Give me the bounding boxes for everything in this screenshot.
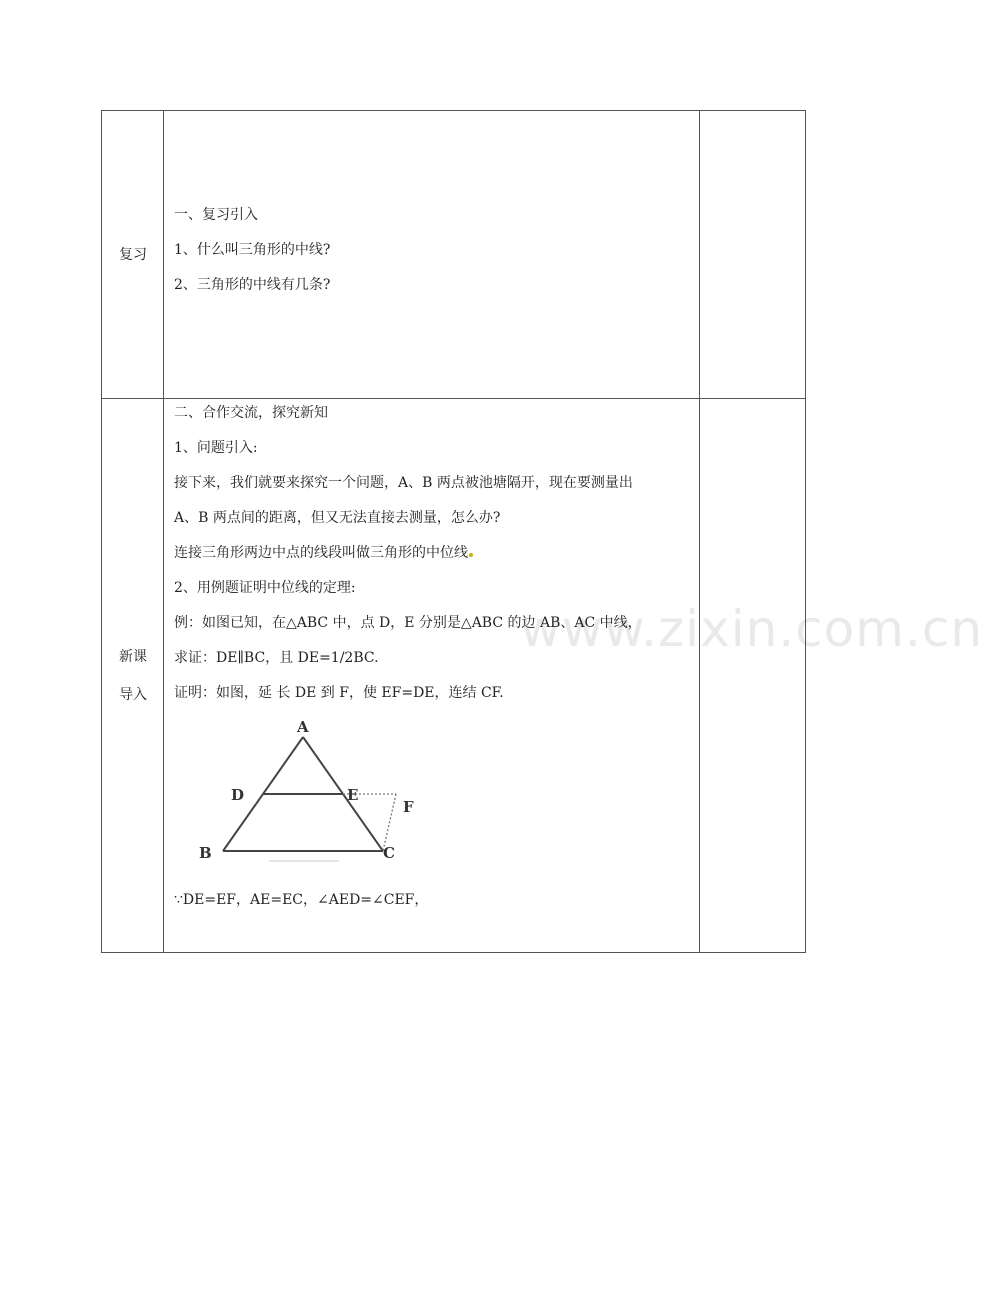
content-cell [164, 111, 700, 398]
subheading: 2、用例题证明中位线的定理: [174, 580, 356, 596]
subheading: 1、问题引入: [174, 440, 258, 456]
row-label-line: 导入 [119, 687, 147, 703]
label-e: E [347, 786, 359, 804]
label-f: F [403, 798, 414, 816]
row-label-line: 新课 [119, 649, 147, 665]
table-row-new-lesson [101, 398, 806, 953]
definition-text: 连接三角形两边中点的线段叫做三角形的中位线 [174, 545, 468, 561]
triangle-figure [199, 717, 429, 867]
definition-line [174, 542, 473, 562]
label-c: C [383, 844, 395, 862]
paragraph-line: A、B 两点间的距离，但又无法直接去测量，怎么办? [174, 510, 501, 526]
notes-cell [700, 399, 805, 952]
content-cell [164, 399, 700, 952]
label-b: B [199, 844, 212, 862]
question-line: 2、三角形的中线有几条? [174, 277, 331, 293]
section-heading: 一、复习引入 [174, 207, 258, 223]
label-a: A [297, 718, 309, 736]
notes-cell [700, 111, 805, 398]
highlight-dot [469, 553, 473, 557]
row-label-cell [102, 111, 164, 398]
prove-line: 求证：DE∥BC，且 DE=1/2BC. [174, 650, 379, 666]
question-line: 1、什么叫三角形的中线? [174, 242, 331, 258]
label-d: D [231, 786, 245, 804]
row-label-cell [102, 399, 164, 952]
segment-cf [383, 794, 396, 851]
table-row-review [101, 110, 806, 399]
example-line: 例：如图已知，在△ABC 中，点 D，E 分别是△ABC 的边 AB、AC 中线， [174, 615, 642, 631]
section-heading: 二、合作交流，探究新知 [174, 405, 328, 421]
proof-step: ∵DE=EF，AE=EC，∠AED=∠CEF， [174, 892, 429, 908]
paragraph-line: 接下来，我们就要来探究一个问题，A、B 两点被池塘隔开，现在要测量出 [174, 475, 633, 491]
proof-line: 证明：如图，延 长 DE 到 F，使 EF=DE，连结 CF. [174, 685, 504, 701]
row-label-review: 复习 [119, 247, 147, 263]
watermark: www.zixin.com.cn [520, 600, 983, 658]
